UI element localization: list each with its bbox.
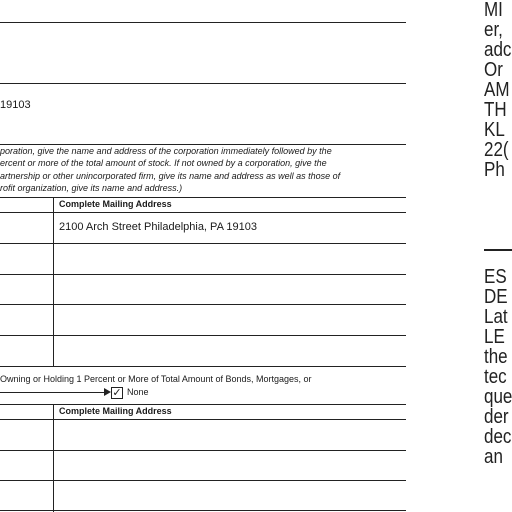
sidebar-line: TH	[484, 99, 507, 121]
none-label: None	[127, 387, 149, 397]
sidebar-rule	[484, 249, 512, 251]
address-fragment: 19103	[0, 99, 31, 111]
sidebar-line: Lat	[484, 306, 508, 328]
sidebar-line: dec	[484, 426, 512, 448]
sidebar-line: tec	[484, 366, 507, 388]
owners-row-rule-2	[0, 274, 406, 275]
bonds-col-divider	[53, 404, 54, 512]
owners-row-rule-1	[0, 243, 406, 244]
owners-row-1-address[interactable]: 2100 Arch Street Philadelphia, PA 19103	[59, 221, 257, 233]
sidebar-line: KL	[484, 119, 505, 141]
sidebar-line: MI	[484, 0, 503, 21]
sidebar-line: Ph	[484, 159, 505, 181]
bonds-header-rule	[0, 419, 406, 420]
sidebar-line: Or	[484, 59, 503, 81]
owners-table-top-rule	[0, 197, 406, 198]
bonds-row-rule-2	[0, 480, 406, 481]
sidebar-line: the	[484, 346, 508, 368]
owners-row-rule-4	[0, 335, 406, 336]
bonds-row-rule-1	[0, 450, 406, 451]
instruction-line-4: rofit organization, give its name and address.)	[0, 183, 183, 193]
sidebar-line: DE	[484, 286, 508, 308]
bonds-table-top-rule	[0, 404, 406, 405]
owners-col-header: Complete Mailing Address	[59, 199, 172, 209]
arrow-icon	[104, 388, 111, 396]
instruction-line-1: poration, give the name and address of the corporation immediately followed by the	[0, 146, 332, 156]
bonds-col-header: Complete Mailing Address	[59, 406, 172, 416]
owners-row-rule-5	[0, 366, 406, 367]
rule-top	[0, 22, 406, 23]
sidebar-line: 22(	[484, 139, 509, 161]
bonds-row-rule-3	[0, 510, 406, 511]
bondholders-label: Owning or Holding 1 Percent or More of Total Amount of Bonds, Mortgages, or	[0, 374, 312, 384]
arrow-line	[0, 392, 106, 393]
rule-2	[0, 83, 406, 84]
rule-3	[0, 144, 406, 145]
none-checkbox[interactable]: ✓	[112, 387, 122, 399]
sidebar-line: ES	[484, 266, 507, 288]
sidebar-text-block-2	[484, 266, 512, 468]
sidebar-line: AM	[484, 79, 510, 101]
sidebar-line: que	[484, 386, 512, 408]
owners-header-rule	[0, 212, 406, 213]
sidebar-line: an	[484, 446, 503, 468]
sidebar-line: der	[484, 406, 509, 428]
owners-col-divider	[53, 197, 54, 366]
sidebar-line: er,	[484, 19, 503, 41]
instruction-line-3: artnership or other unincorporated firm, give its name and address as well as those of	[0, 171, 341, 181]
sidebar-text-block-1	[484, 0, 512, 181]
sidebar-line: adc	[484, 39, 512, 61]
owners-row-rule-3	[0, 304, 406, 305]
instruction-line-2: ercent or more of the total amount of stock. If not owned by a corporation, give the	[0, 158, 327, 168]
sidebar-line: LE	[484, 326, 505, 348]
